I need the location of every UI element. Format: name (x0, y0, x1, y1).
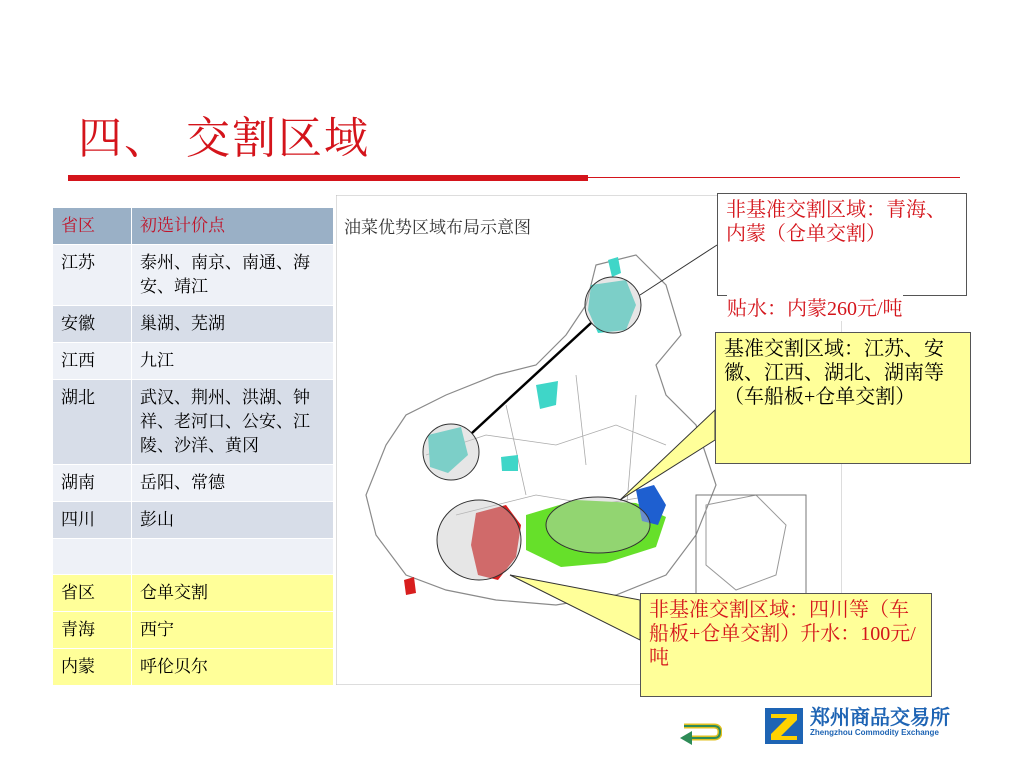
pointer-middle (620, 410, 715, 500)
cell-province: 安徽 (53, 306, 132, 343)
cell-province: 江西 (53, 343, 132, 380)
cell-points: 巢湖、芜湖 (132, 306, 334, 343)
pointer-top (640, 245, 717, 295)
cell-province: 内蒙 (53, 649, 132, 686)
cell-warehouse: 仓单交割 (132, 575, 334, 612)
pointer-bottom (510, 575, 640, 640)
cell-warehouse: 呼伦贝尔 (132, 649, 334, 686)
callout-nonbenchmark-sichuan: 非基准交割区域：四川等（车船板+仓单交割）升水：100元/吨 (640, 593, 932, 697)
callout-nonbenchmark-north: 非基准交割区域：青海、内蒙（仓单交割） (717, 193, 967, 296)
exchange-name-cn: 郑州商品交易所 (810, 705, 950, 729)
cell-province: 青海 (53, 612, 132, 649)
page-title: 四、 交割区域 (78, 113, 370, 164)
header-pricing-point: 初选计价点 (132, 208, 334, 245)
header-province: 省区 (53, 208, 132, 245)
return-arrow-icon[interactable] (678, 722, 722, 748)
cell-province: 江苏 (53, 245, 132, 306)
cell-points: 彭山 (132, 502, 334, 539)
callout-discount-text: 贴水：内蒙260元/吨 (727, 292, 903, 321)
cell-province: 省区 (53, 575, 132, 612)
exchange-name-en: Zhengzhou Commodity Exchange (810, 728, 939, 737)
cell-province: 湖北 (53, 380, 132, 465)
cell-points: 九江 (132, 343, 334, 380)
exchange-logo-icon (765, 708, 803, 744)
cell-points: 岳阳、常德 (132, 465, 334, 502)
cell-province: 四川 (53, 502, 132, 539)
cell-warehouse: 西宁 (132, 612, 334, 649)
cell-points: 武汉、荆州、洪湖、钟祥、老河口、公安、江陵、沙洋、黄冈 (132, 380, 334, 465)
cell-points: 泰州、南京、南通、海安、靖江 (132, 245, 334, 306)
cell-province: 湖南 (53, 465, 132, 502)
callout-benchmark: 基准交割区域：江苏、安徽、江西、湖北、湖南等（车船板+仓单交割） (715, 332, 971, 464)
map-caption: 油菜优势区域布局示意图 (344, 218, 531, 238)
